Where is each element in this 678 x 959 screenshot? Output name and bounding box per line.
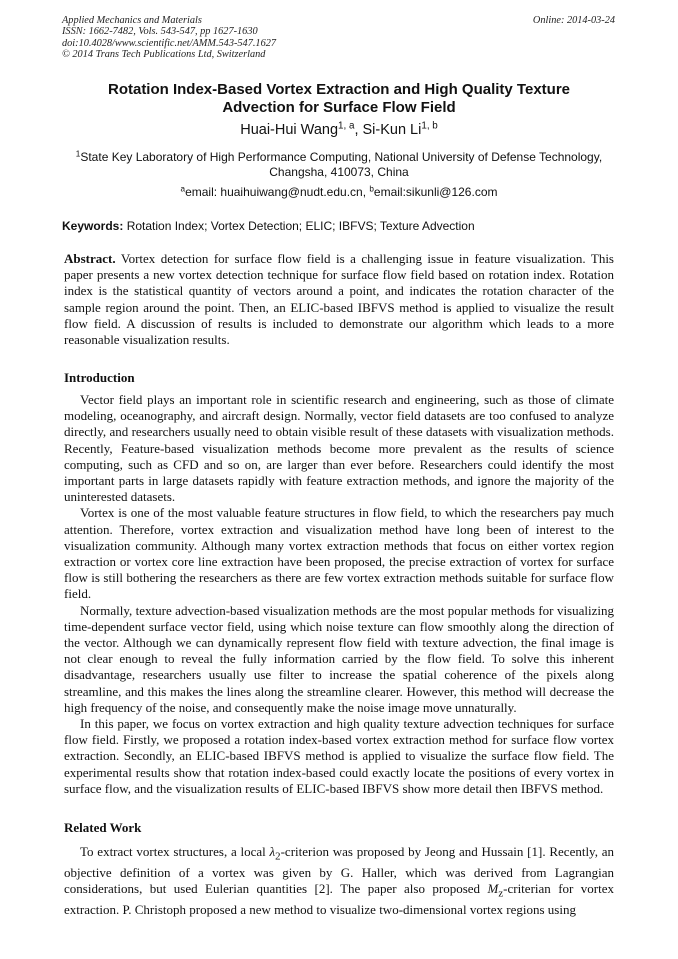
- author-sup-1: 1, a: [338, 120, 355, 132]
- abstract-text: Vortex detection for surface flow field is a challenging issue in feature visualization. This paper presents a new vortex detection technique for surface flow field based on rotation index. Rotation index is the statistical quantity of vectors around a point, and indicates the rotation character of the sample region around the point. Then, an ELIC-based IBFVS method is applied to visualize the result flow field. A discussion of results is included to demonstrate our algorithm which leads to a more reasonable visualization results.: [64, 251, 614, 348]
- related-work-body: [64, 844, 614, 918]
- intro-paragraph: Vortex is one of the most valuable feature structures in flow field, to which the researchers pay much attention. Therefore, vortex extraction and visualization method have long been of interest to the visualization community. Although many vortex extraction methods that focus on either vortex region extraction or vortex core line extraction have been proposed, the precise extraction of vortex for surface flow is still bothering the researchers as there are few vortex extraction methods suitable for surface flow field.: [64, 505, 614, 602]
- authors: [62, 122, 616, 139]
- paper-title: [62, 81, 616, 117]
- journal-info: [62, 15, 276, 61]
- title-line-2: Advection for Surface Flow Field: [222, 99, 456, 116]
- keywords-label: Keywords:: [62, 219, 124, 233]
- abstract-label: Abstract.: [64, 251, 116, 266]
- email-sup-a: a: [180, 184, 186, 194]
- journal-copyright: © 2014 Trans Tech Publications Ltd, Switzerland: [62, 49, 266, 61]
- emails: $^a$email: huaihuiwang@nudt.edu.cn, $^b$email:sikunli@126.com: [180, 184, 498, 199]
- journal-issn: ISSN: 1662-7482, Vols. 543-547, pp 1627-1630: [62, 26, 258, 38]
- related-text-c: -criterian for vortex extraction. P. Christoph proposed a new method to visualize two-dimensional vortex regions using: [64, 881, 614, 917]
- related-text-a: To extract vortex structures, a local: [80, 844, 270, 859]
- related-text-b: -criterion was proposed by Jeong and Hussain [1]. Recently, an objective definition of a vortex was given by G. Haller, which was derived from Lagrangian considerations, but used Eulerian quantities [2]. The paper also proposed: [64, 844, 614, 896]
- intro-paragraph: Vector field plays an important role in scientific research and engineering, such as those of climate modeling, oceanography, and aircraft design. Normally, vector field datasets are too confused to analyze directly, and researchers usually need to obtain visible result of these datasets with visualization methods. Recently, Feature-based visualization methods become more prevalent as the results of science computing, such as CFD and so on, are larger than ever before. Researchers could identify the most important parts in large datasets rapidly with feature extraction methods, and ignore the majority of the uninterested datasets.: [64, 392, 614, 505]
- related-paragraph: [64, 844, 614, 918]
- keywords-text: Rotation Index; Vortex Detection; ELIC; IBFVS; Texture Advection: [123, 219, 475, 233]
- abstract: [64, 251, 614, 348]
- author-sup-2: 1, b: [421, 120, 438, 132]
- affiliation-sup: 1: [75, 149, 81, 159]
- journal-name: Applied Mechanics and Materials: [62, 15, 202, 26]
- intro-paragraph: Normally, texture advection-based visualization methods are the most popular methods for visualizing time-dependent surface vector field, using which noise texture can flow smoothly along the direction of the vector. Although we can dynamically represent flow field with texture advection, the final image is not clear enough to reveal the fully information carried by the flow field. To solve this inherent disadvantage, researchers usually use filter to increase the spatial coherence of the pixels along streamline, and this makes the lines along the streamline clearer. However, this method will decrease the high frequency of the noise, and consequently make the noise image move unnaturally.: [64, 602, 614, 715]
- intro-paragraph: In this paper, we focus on vortex extraction and high quality texture advection techniques for surface flow field. Firstly, we proposed a rotation index-based vortex extraction method for surface flow vortex extraction. Secondly, an ELIC-based IBFVS method is applied to visualize the surface flow field. The experimental results show that rotation index-based could exactly locate the positions of every vortex in surface flow, and the visualization results of ELIC-based IBFVS show more detail then IBFVS method.: [64, 716, 614, 796]
- affiliation-line-1: State Key Laboratory of High Performance Computing, National University of Defense Technology,: [80, 150, 603, 164]
- journal-doi: doi:10.4028/www.scientific.net/AMM.543-547.1627: [62, 37, 277, 49]
- affiliation: [62, 150, 616, 179]
- author-separator: ,: [354, 122, 363, 138]
- affiliation-line-2: Changsha, 410073, China: [269, 164, 409, 179]
- introduction-body: [64, 392, 614, 797]
- email-b: email:sikunli@126.com: [373, 185, 498, 199]
- keywords: [62, 219, 616, 233]
- online-date: Online: 2014-03-24: [532, 15, 615, 26]
- author-name-2: Si-Kun Li: [362, 122, 422, 138]
- title-line-1: Rotation Index-Based Vortex Extraction and High Quality Texture: [107, 81, 571, 98]
- email-sup-b: b: [369, 184, 374, 194]
- lambda-subscript: 2: [275, 850, 281, 863]
- mz-symbol: M: [487, 881, 499, 896]
- section-heading-related-work: Related Work: [64, 820, 142, 835]
- lambda-symbol: λ: [269, 844, 276, 859]
- mz-subscript: z: [498, 887, 504, 900]
- section-heading-introduction: Introduction: [64, 370, 135, 385]
- author-name-1: Huai-Hui Wang: [240, 122, 339, 138]
- email-a: email: huaihuiwang@nudt.edu.cn: [185, 185, 363, 199]
